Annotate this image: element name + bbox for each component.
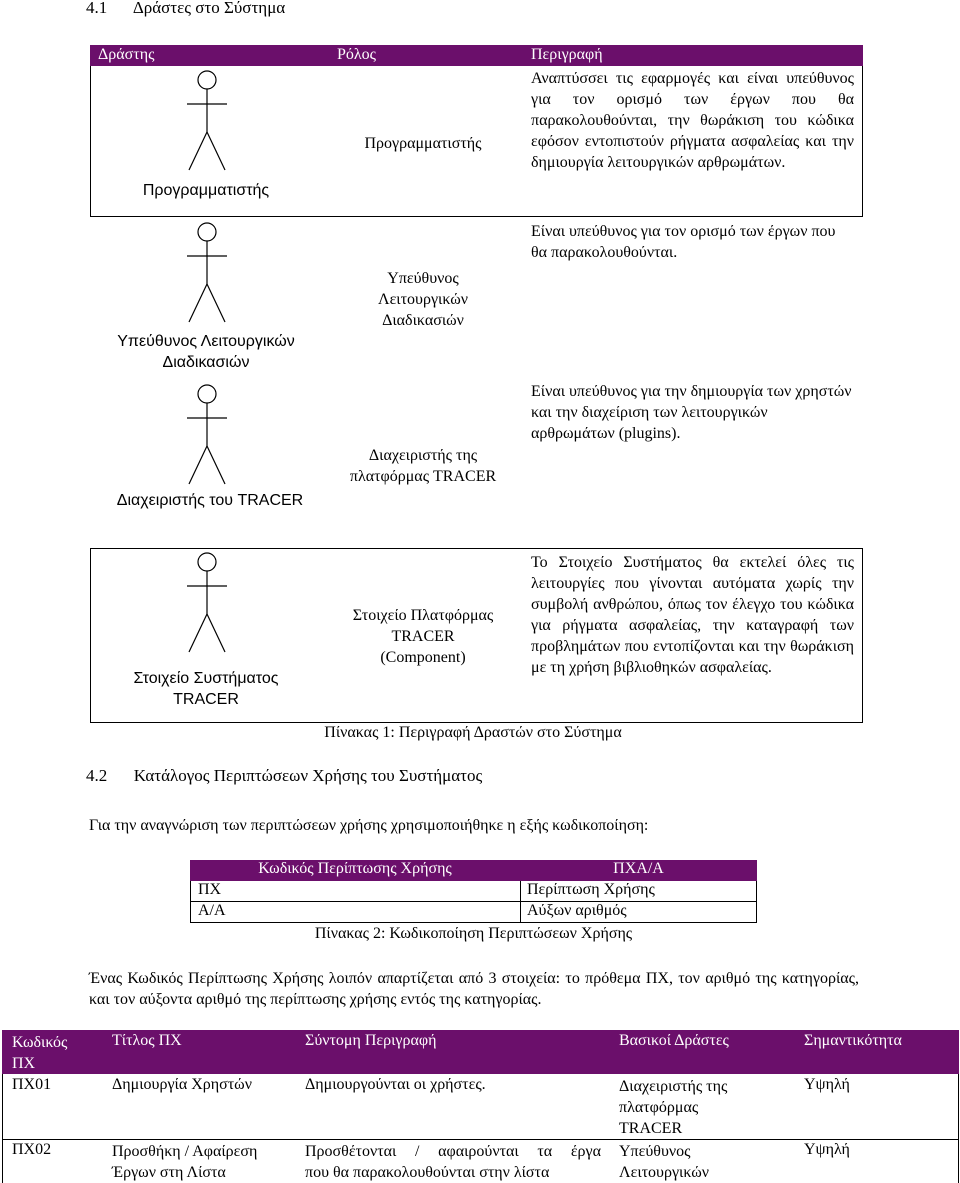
section-number: 4.1: [86, 0, 108, 17]
header-actor: Δράστης: [98, 46, 155, 63]
code-cell: Α/Α: [198, 902, 226, 919]
actor-stick-figure-icon: [185, 70, 229, 174]
usecase-code: ΠΧ01: [12, 1076, 52, 1093]
role-line: (Component): [380, 649, 466, 666]
section-heading-4-2: [86, 766, 482, 786]
header-priority: Σημαντικότητα: [804, 1032, 902, 1049]
actor-label: Διαχειριστής του TRACER: [116, 492, 304, 509]
table-border-left: [90, 66, 91, 216]
coding-table-border: [190, 922, 757, 923]
usecase-summary: [305, 1141, 601, 1183]
usecase-title-line: Έργων στη Λίστα: [112, 1164, 226, 1181]
description-cell: Το Στοιχείο Συστήματος θα εκτελεί όλες τις λειτουργίες που γίνονται αυτόματα χωρίς την συμβολή ανθρώπου, όπως τον έλεγχο του κώδικα για ρήγματα ασφαλείας, την καταγραφή των προβλημάτων που εντοπίζονται και την θωράκιση με τη χρήση βιβλιοθηκών ασφαλείας.: [531, 554, 854, 676]
header-code: Κωδικός Περίπτωσης Χρήσης: [258, 860, 452, 877]
coding-table-border: [756, 881, 757, 923]
usecase-actors: [619, 1141, 709, 1183]
description-cell: Είναι υπεύθυνος για τον ορισμό των έργων που θα παρακολουθούνται.: [531, 223, 836, 261]
usecase-title-line: Προσθήκη / Αφαίρεση: [112, 1143, 258, 1160]
usecase-summary-line: Προσθέτονται / αφαιρούνται τα έργα: [305, 1143, 601, 1160]
usecase-title: [112, 1141, 257, 1183]
section-title: Κατάλογος Περιπτώσεων Χρήσης του Συστήματος: [133, 766, 483, 785]
code-cell: ΠΧ: [198, 881, 222, 898]
row-divider: [90, 548, 863, 549]
role-cell: Προγραμματιστής: [364, 135, 482, 152]
header-title: Τίτλος ΠΧ: [112, 1032, 182, 1049]
section-heading-4-1: [86, 0, 285, 18]
usecase-summary: Δημιουργούνται οι χρήστες.: [305, 1076, 486, 1093]
usecase-title: Δημιουργία Χρηστών: [112, 1076, 252, 1093]
role-line: πλατφόρμας TRACER: [349, 468, 497, 485]
usecase-priority: Υψηλή: [804, 1141, 850, 1158]
actor-label-line: Διαδικασιών: [162, 354, 250, 371]
row-divider: [90, 216, 863, 217]
usecase-table-border: [958, 1074, 959, 1183]
header-format: ΠΧΑ/Α: [613, 860, 664, 877]
usecase-actors-line: Λειτουργικών: [619, 1164, 710, 1181]
role-line: Στοιχείο Πλατφόρμας: [352, 607, 494, 624]
coding-table-border: [190, 881, 191, 923]
role-cell: [330, 268, 516, 331]
role-line: Υπεύθυνος: [387, 270, 459, 287]
usecase-actors-line: πλατφόρμας: [619, 1099, 699, 1116]
meaning-cell: Αύξων αριθμός: [527, 902, 627, 919]
coding-table-border: [190, 901, 757, 902]
section-title: Δράστες στο Σύστημα: [132, 0, 286, 17]
header-role: Ρόλος: [337, 46, 376, 63]
table-border-right: [862, 548, 863, 722]
role-line: Διαδικασιών: [382, 312, 464, 329]
table-caption: Πίνακας 1: Περιγραφή Δραστών στο Σύστημα: [324, 724, 622, 741]
header-code-line: Κωδικός: [12, 1034, 68, 1051]
actor-stick-figure-icon: [185, 384, 229, 488]
meaning-cell: Περίπτωση Χρήσης: [527, 881, 655, 898]
actor-label-line: Στοιχείο Συστήματος: [133, 670, 279, 687]
actor-stick-figure-icon: [185, 552, 229, 656]
row-divider: [2, 1139, 959, 1140]
usecase-priority: Υψηλή: [804, 1076, 850, 1093]
usecase-table-border: [2, 1074, 3, 1183]
header-summary: Σύντομη Περιγραφή: [305, 1032, 437, 1049]
role-line: Λειτουργικών: [377, 291, 469, 308]
role-line: Διαχειριστής της: [368, 447, 478, 464]
intro-paragraph: Για την αναγνώριση των περιπτώσεων χρήσης χρησιμοποιήθηκε η εξής κωδικοποίηση:: [89, 817, 649, 834]
header-actors: Βασικοί Δράστες: [619, 1032, 729, 1049]
section-number: 4.2: [86, 766, 108, 785]
actor-label: [100, 668, 312, 710]
role-cell: [330, 605, 516, 668]
actor-label-line: Υπεύθυνος Λειτουργικών: [117, 333, 295, 350]
usecase-actors-line: Υπεύθυνος: [619, 1143, 691, 1160]
usecase-actors: [619, 1076, 727, 1139]
usecase-actors-line: TRACER: [619, 1120, 683, 1137]
usecase-summary-line: που θα παρακολουθούνται στην λίστα: [305, 1164, 550, 1181]
role-cell: [330, 445, 516, 487]
explain-paragraph: Ένας Κωδικός Περίπτωσης Χρήσης λοιπόν απαρτίζεται από 3 στοιχεία: το πρόθεμα ΠΧ, τον αριθμό της κατηγορίας, και τον αύξοντα αριθμό της περίπτωσης χρήσης εντός της κατηγορίας.: [89, 970, 859, 1008]
actors-table-header: [90, 45, 863, 66]
table-border-bottom: [90, 722, 863, 723]
actor-label-line: TRACER: [173, 691, 239, 708]
table-border-right: [862, 66, 863, 216]
coding-table-border: [520, 881, 521, 923]
actor-label: [100, 331, 312, 373]
description-cell: Αναπτύσσει τις εφαρμογές και είναι υπεύθυνος για τον ορισμό των έργων που θα παρακολουθούνται, την θωράκιση του κώδικα εφόσον εντοπιστούν ρήγματα ασφαλείας και την δημιουργία λειτουργικών αρθρωμάτων.: [531, 70, 854, 171]
role-line: TRACER: [391, 628, 455, 645]
description-cell: Είναι υπεύθυνος για την δημιουργία των χρηστών και την διαχείριση των λειτουργικών αρθρωμάτων (plugins).: [531, 383, 852, 442]
usecase-actors-line: Διαχειριστής της: [619, 1078, 728, 1095]
table-caption: Πίνακας 2: Κωδικοποίηση Περιπτώσεων Χρήσης: [314, 925, 633, 942]
actor-label: Προγραμματιστής: [142, 182, 270, 199]
usecase-code: ΠΧ02: [12, 1141, 52, 1158]
header-code-line: ΠΧ: [12, 1055, 36, 1072]
actor-stick-figure-icon: [185, 222, 229, 326]
header-description: Περιγραφή: [531, 46, 603, 63]
header-code: [12, 1032, 67, 1074]
table-border-left: [90, 548, 91, 722]
